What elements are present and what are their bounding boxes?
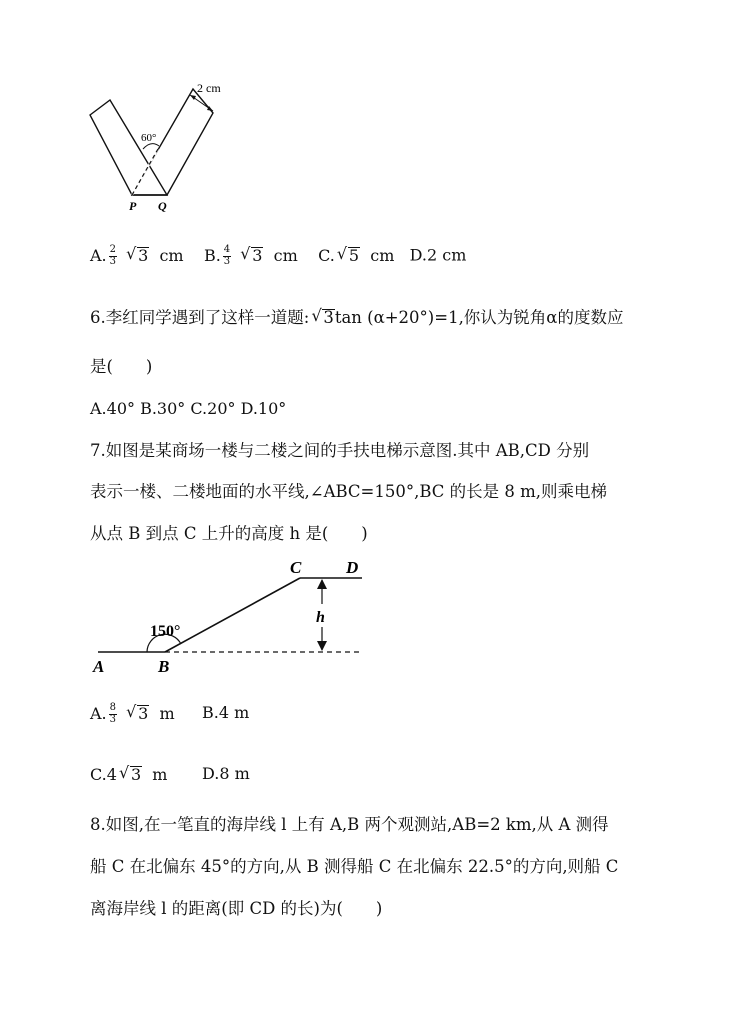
q6-line2: 是( ) [90, 357, 153, 376]
sqrt: √ 3 [240, 247, 263, 264]
point-p-label: P [129, 199, 137, 213]
point-q-label: Q [158, 199, 167, 213]
sqrt: √ 3 [126, 705, 149, 722]
option-b: B.4 m [202, 703, 250, 722]
point-a-label: A [93, 657, 105, 676]
q8-line2: 船 C 在北偏东 45°的方向,从 B 测得船 C 在北偏东 22.5°的方向,则船 C [90, 857, 619, 876]
q6-line1: 6.李红同学遇到了这样一道题:√ 3tan (α+20°)=1,你认为锐角α的度数应 [90, 309, 623, 327]
option-b: B. $\frac{4}{3}$ √ 3 cm [204, 246, 298, 265]
q8-line3: 离海岸线 l 的距离(即 CD 的长)为( ) [90, 899, 383, 918]
figure-v-strips [80, 75, 250, 215]
option-d: D.8 m [202, 764, 250, 783]
angle-label: 60° [141, 132, 157, 144]
width-arrow-left [190, 95, 196, 100]
sqrt: √ 3 [311, 309, 335, 327]
option-c: C.√ 5 cm [318, 246, 394, 265]
point-c-label: C [290, 558, 302, 577]
q7-line3: 从点 B 到点 C 上升的高度 h 是( ) [90, 524, 368, 543]
option-a: A. $\frac{8}{3}$ √ 3 m [90, 704, 175, 723]
angle-label: 150° [150, 623, 181, 640]
line-bc [165, 578, 300, 652]
fraction: $\frac{2}{3}$ [109, 244, 117, 267]
q7-options-row2 [90, 766, 167, 783]
h-arrow-up [317, 579, 327, 589]
width-label: 2 cm [197, 81, 221, 95]
option-d: D.2 cm [409, 245, 467, 265]
q7-line2: 表示一楼、二楼地面的水平线,∠ABC=150°,BC 的长是 8 m,则乘电梯 [90, 482, 608, 501]
sqrt: √ 3 [119, 766, 142, 783]
point-d-label: D [346, 558, 359, 577]
fraction: $\frac{8}{3}$ [109, 702, 117, 725]
fraction: $\frac{4}{3}$ [223, 244, 231, 267]
q6-options: A.40° B.30° C.20° D.10° [90, 399, 287, 418]
height-label: h [316, 609, 325, 626]
left-strip [90, 100, 167, 195]
option-c: C.4√ 3 m [90, 765, 167, 784]
figure-escalator [85, 555, 375, 680]
angle-arc [143, 144, 159, 149]
sqrt: √ 5 [337, 247, 360, 264]
q8-line1: 8.如图,在一笔直的海岸线 l 上有 A,B 两个观测站,AB=2 km,从 A 测得 [90, 815, 609, 834]
sqrt: √ 3 [126, 247, 149, 264]
point-b-label: B [158, 657, 170, 676]
q7-options-row1 [90, 703, 175, 725]
h-arrow-down [317, 641, 327, 651]
option-a: A. $\frac{2}{3}$ √ 3 cm [90, 246, 184, 265]
q5-options [90, 245, 466, 267]
q7-line1: 7.如图是某商场一楼与二楼之间的手扶电梯示意图.其中 AB,CD 分别 [90, 441, 590, 460]
